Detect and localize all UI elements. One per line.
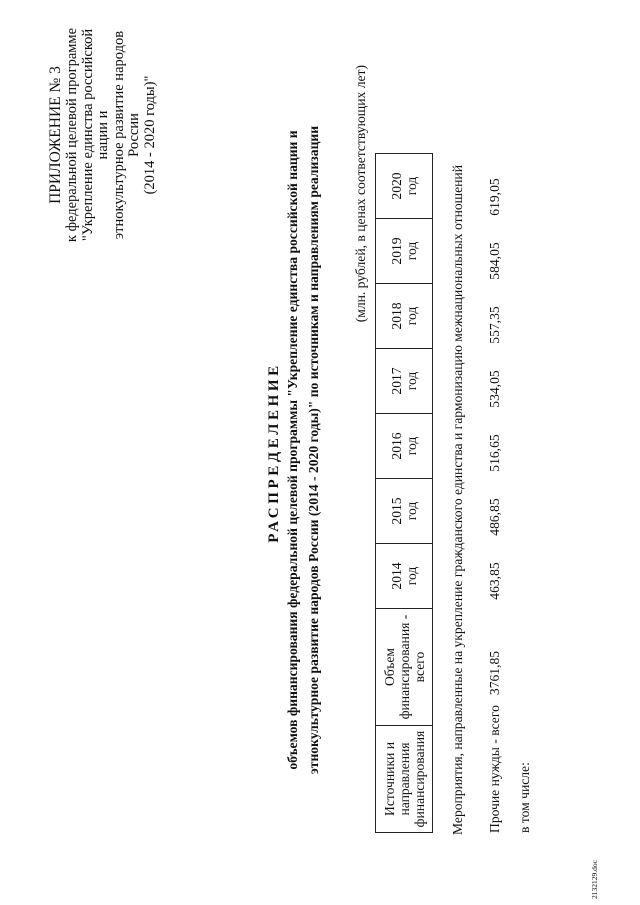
- header-text: Источники и: [381, 742, 397, 816]
- appendix-block: [46, 15, 158, 255]
- header-text: Объем: [381, 647, 397, 687]
- header-year-2014: [376, 544, 433, 609]
- appendix-line: к федеральной целевой программе: [64, 27, 80, 243]
- header-source: [376, 726, 433, 833]
- header-year: 2020: [389, 172, 404, 200]
- header-year-unit: год: [404, 436, 419, 456]
- header-total: [376, 609, 433, 726]
- row-value-2020: 619,05: [487, 178, 502, 216]
- row-value-2017: 534,05: [487, 370, 502, 408]
- row-value-2019: 584,05: [487, 242, 502, 280]
- header-text: всего: [411, 651, 427, 683]
- header-text: финансирования -: [396, 614, 412, 720]
- row-value-2015: 486,85: [487, 498, 502, 536]
- row-value-2014: 463,85: [487, 562, 502, 600]
- subtitle-line: этнокультурное развитие народов России (2014 - 2020 годы)" по источникам и направлениям реализации: [306, 125, 321, 775]
- header-year-unit: год: [404, 241, 419, 261]
- row-value-2016: 516,65: [487, 434, 502, 472]
- header-year: 2019: [389, 237, 404, 265]
- header-year-unit: год: [404, 566, 419, 586]
- header-year-2018: [376, 284, 433, 349]
- row-label: Прочие нужды - всего: [487, 705, 502, 833]
- financing-table: [375, 153, 433, 833]
- header-year-unit: год: [404, 176, 419, 196]
- header-year-2019: [376, 219, 433, 284]
- header-text: финансирования: [411, 730, 427, 828]
- row-total-value: 3761,85: [487, 650, 502, 696]
- section-heading: Мероприятия, направленные на укрепление гражданского единства и гармонизацию межнациональных отношений: [450, 165, 465, 835]
- header-year-unit: год: [404, 306, 419, 326]
- appendix-line: (2014 - 2020 годы)": [141, 75, 158, 195]
- document-subtitle: [282, 65, 324, 835]
- header-year-2016: [376, 414, 433, 479]
- header-year: 2014: [389, 562, 404, 590]
- header-year: 2016: [389, 432, 404, 460]
- subtitle-line: объемов финансирования федеральной целевой программы "Укрепление единства российской нации и: [285, 130, 300, 770]
- header-year: 2015: [389, 497, 404, 525]
- appendix-number: ПРИЛОЖЕНИЕ № 3: [47, 66, 64, 204]
- header-text: направления: [396, 742, 412, 816]
- header-year-2020: [376, 154, 433, 219]
- appendix-line: "Укрепление единства российской нации и: [79, 28, 111, 242]
- including-label: в том числе:: [517, 762, 532, 833]
- table-header-row: [376, 154, 433, 833]
- appendix-line: этнокультурное развитие народов России: [110, 30, 142, 240]
- document-code: 2132129.doc: [590, 860, 599, 899]
- row-value-2018: 557,35: [487, 306, 502, 344]
- header-year-2015: [376, 479, 433, 544]
- document-title: РАСПРЕДЕЛЕНИЕ: [266, 362, 282, 543]
- units-note: (млн. рублей, в ценах соответствующих лет): [353, 65, 368, 323]
- header-year: 2018: [389, 302, 404, 330]
- header-year-2017: [376, 349, 433, 414]
- header-year: 2017: [389, 367, 404, 395]
- header-year-unit: год: [404, 371, 419, 391]
- header-year-unit: год: [404, 501, 419, 521]
